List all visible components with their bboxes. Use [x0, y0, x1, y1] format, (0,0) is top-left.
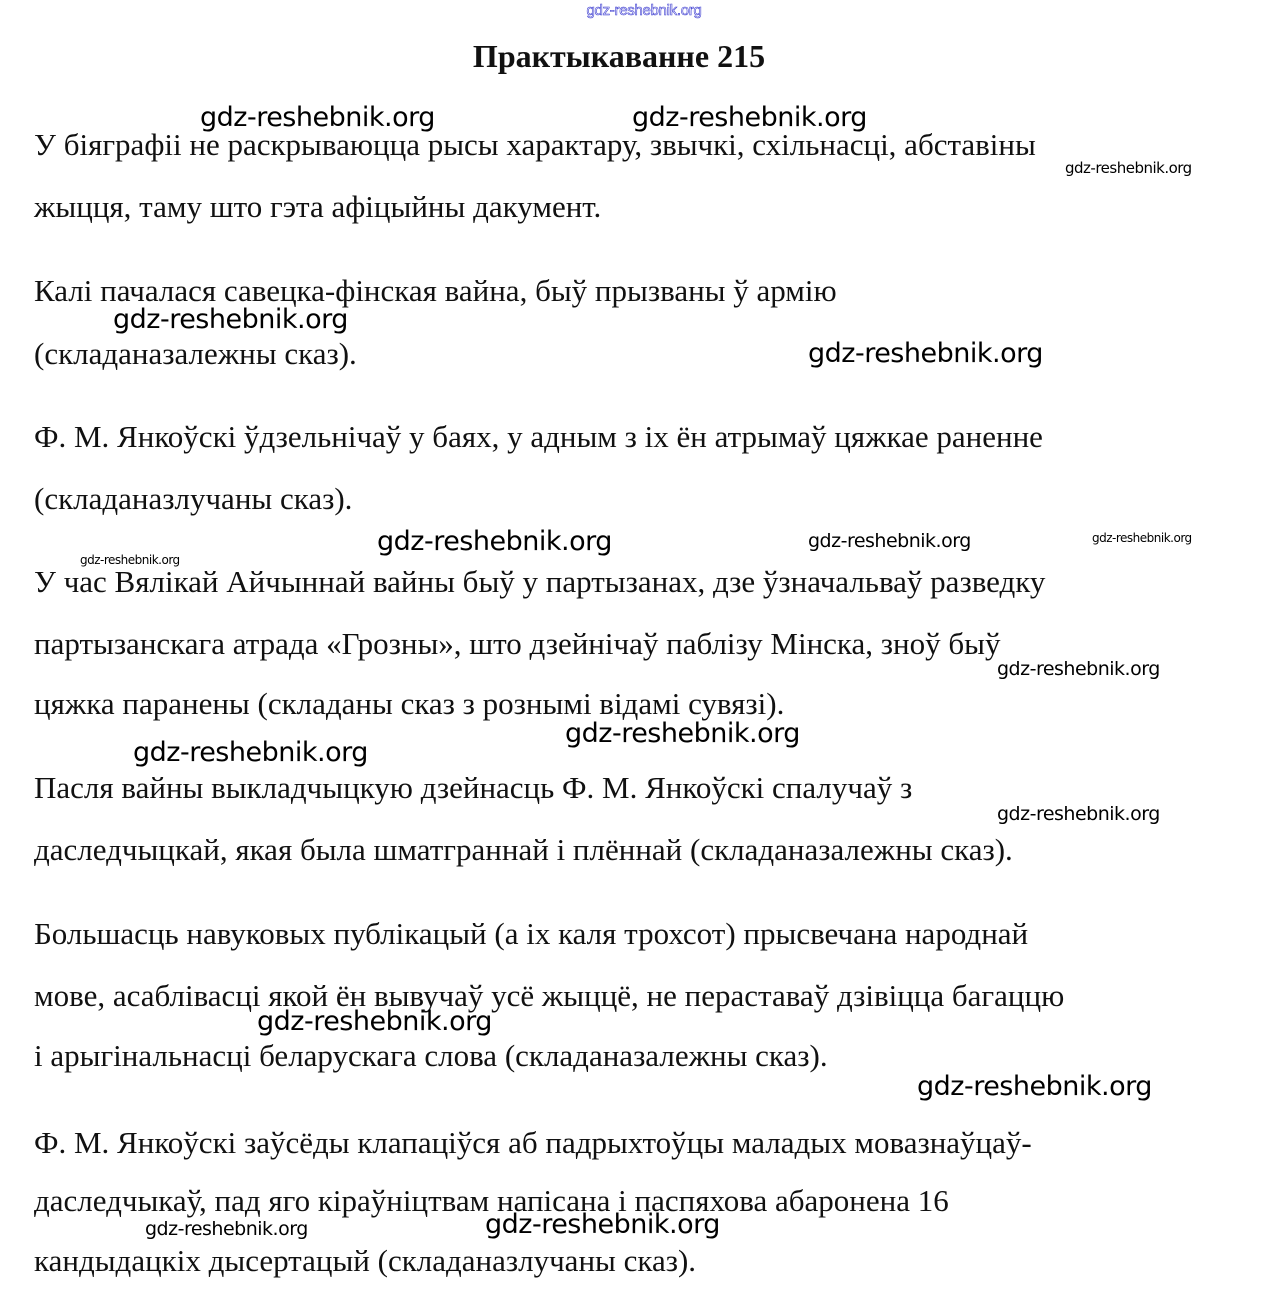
watermark: gdz-reshebnik.org: [808, 338, 1043, 369]
paragraph-2-line-1: Калі пачалася савецка-фінская вайна, быў прызваны ў армію: [34, 273, 837, 308]
paragraph-5-line-2: даследчыцкай, якая была шматграннай і плённай (складаназалежны сказ).: [34, 832, 1013, 867]
watermark: gdz-reshebnik.org: [997, 803, 1160, 825]
watermark: gdz-reshebnik.org: [1092, 531, 1192, 545]
watermark: gdz-reshebnik.org: [145, 1218, 308, 1240]
watermark: gdz-reshebnik.org: [917, 1071, 1152, 1102]
paragraph-1-line-2: жыцця, таму што гэта афіцыйны дакумент.: [34, 189, 602, 224]
page-title: Практыкаванне 215: [472, 38, 766, 74]
watermark: gdz-reshebnik.org: [997, 658, 1160, 680]
watermark: gdz-reshebnik.org: [113, 304, 348, 335]
watermark: gdz-reshebnik.org: [808, 530, 971, 552]
watermark: gdz-reshebnik.org: [257, 1006, 492, 1037]
paragraph-7-line-2: даследчыкаў, пад яго кіраўніцтвам напісана і паспяхова абаронена 16: [34, 1183, 949, 1218]
watermark: gdz-reshebnik.org: [565, 718, 800, 749]
paragraph-3-line-1: Ф. М. Янкоўскі ўдзельнічаў у баях, у адным з іх ён атрымаў цяжкае раненне: [34, 419, 1043, 454]
paragraph-4-line-2: партызанскага атрада «Грозны», што дзейнічаў паблізу Мінска, зноў быў: [34, 626, 1001, 661]
watermark: gdz-reshebnik.org: [133, 737, 368, 768]
paragraph-5-line-1: Пасля вайны выкладчыцкую дзейнасць Ф. М. Янкоўскі спалучаў з: [34, 770, 913, 805]
watermark: gdz-reshebnik.org: [1065, 159, 1192, 177]
paragraph-2-line-2: (складаназалежны сказ).: [34, 336, 357, 371]
watermark: gdz-reshebnik.org: [485, 1209, 720, 1240]
paragraph-7-line-1: Ф. М. Янкоўскі заўсёды клапаціўся аб падрыхтоўцы маладых мовазнаўцаў-: [34, 1125, 1032, 1160]
paragraph-1-line-1: У біяграфіі не раскрываюцца рысы характару, звычкі, схільнасці, абставіны: [34, 127, 1036, 162]
paragraph-4-line-1: У час Вялікай Айчыннай вайны быў у партызанах, дзе ўзначальваў разведку: [34, 564, 1046, 599]
paragraph-6-line-3: і арыгінальнасці беларускага слова (складаназалежны сказ).: [34, 1038, 828, 1073]
paragraph-6-line-1: Большасць навуковых публікацый (а іх каля трохсот) прысвечана народнай: [34, 916, 1029, 951]
paragraph-3-line-2: (складаназлучаны сказ).: [34, 481, 353, 516]
watermark: gdz-reshebnik.org: [200, 102, 435, 133]
paragraph-7-line-3: кандыдацкіх дысертацый (складаназлучаны сказ).: [34, 1243, 697, 1278]
watermark: gdz-reshebnik.org: [632, 102, 867, 133]
paragraph-4-line-3: цяжка паранены (складаны сказ з рознымі відамі сувязі).: [34, 686, 785, 721]
watermark: gdz-reshebnik.org: [80, 553, 180, 567]
paragraph-6-line-2: мове, асаблівасці якой ён вывучаў усё жыццё, не пераставаў дзівіцца багаццю: [34, 978, 1065, 1013]
watermark: gdz-reshebnik.org: [377, 526, 612, 557]
top-watermark: gdz-reshebnik.org: [586, 2, 702, 19]
